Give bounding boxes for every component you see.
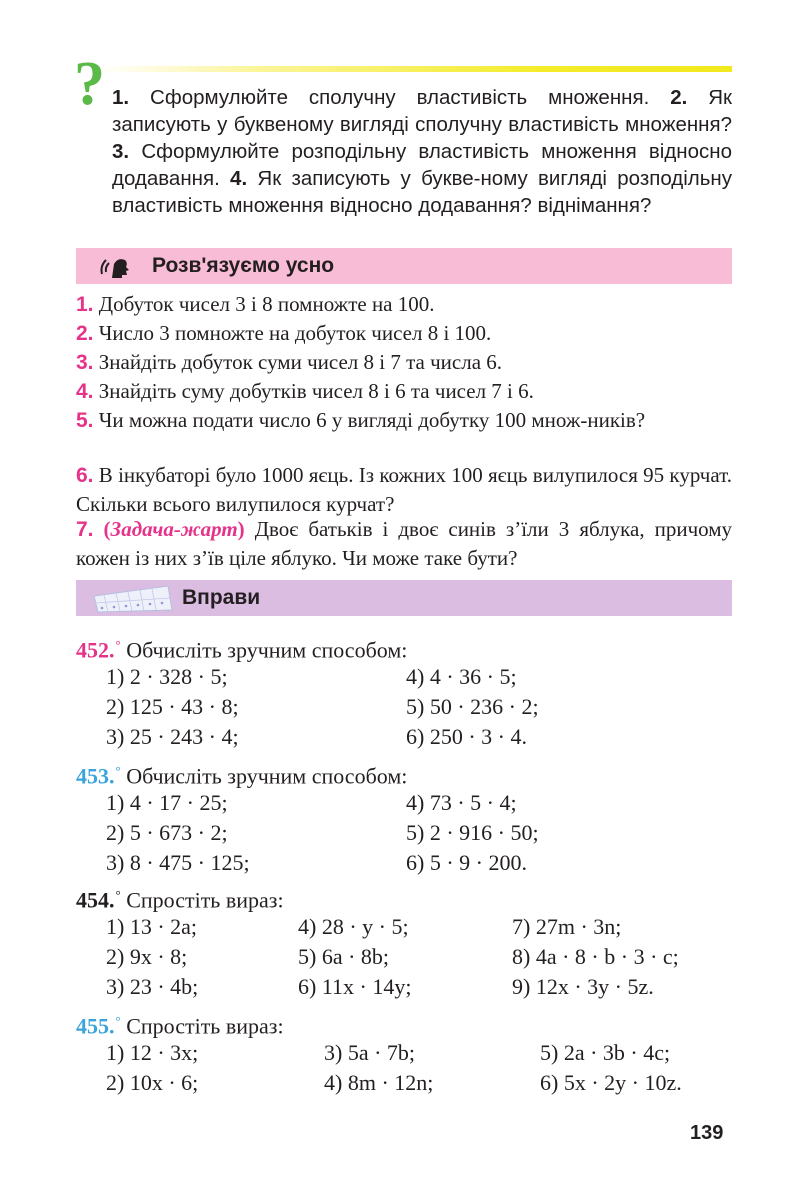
exercise-item: 5) 2a · 3b · 4c; — [540, 1040, 671, 1065]
exercise-item: 6) 5x · 2y · 10z. — [540, 1070, 682, 1095]
oral-section-title: Розв'язуємо усно — [152, 254, 335, 277]
exercise-item: 2) 10x · 6; — [106, 1070, 199, 1095]
exercise-452-heading: 452.° Обчисліть зручним способом: — [76, 637, 408, 663]
exercise-item: 6) 5 · 9 · 200. — [406, 850, 527, 875]
oral-item: 2. Число 3 помножте на добуток чисел 8 і 100. — [76, 321, 492, 345]
exercise-item: 7) 27m · 3n; — [512, 914, 622, 939]
exercises-section-title: Вправи — [182, 586, 261, 609]
exercise-item: 3) 8 · 475 · 125; — [106, 850, 250, 875]
oral-item: 4. Знайдіть суму добутків чисел 8 і 6 та чисел 7 і 6. — [76, 379, 534, 403]
exercise-item: 1) 13 · 2a; — [106, 914, 198, 939]
question-mark-icon — [72, 48, 112, 128]
exercise-item: 6) 11x · 14y; — [298, 974, 412, 999]
exercise-item: 2) 125 · 43 · 8; — [106, 694, 239, 719]
exercise-item: 4) 73 · 5 · 4; — [406, 790, 517, 815]
exercise-item: 5) 2 · 916 · 50; — [406, 820, 539, 845]
exercise-item: 3) 5a · 7b; — [324, 1040, 416, 1065]
exercise-item: 3) 23 · 4b; — [106, 974, 199, 999]
speaking-head-icon — [98, 254, 134, 280]
svg-text:?: ? — [74, 50, 105, 118]
exercise-item: 6) 250 · 3 · 4. — [406, 724, 527, 749]
exercises-section-header — [76, 580, 732, 616]
exercise-454-heading: 454.° Спростіть вираз: — [76, 887, 284, 913]
yellow-divider — [98, 66, 732, 72]
exercise-item: 4) 28 · y · 5; — [298, 914, 409, 939]
exercise-item: 5) 50 · 236 · 2; — [406, 694, 539, 719]
exercise-455-heading: 455.° Спростіть вираз: — [76, 1013, 284, 1039]
exercise-item: 5) 6a · 8b; — [298, 944, 390, 969]
oral-item: 3. Знайдіть добуток суми чисел 8 і 7 та числа 6. — [76, 350, 503, 374]
exercise-item: 1) 4 · 17 · 25; — [106, 790, 228, 815]
notebook-grid-icon — [90, 582, 174, 614]
oral-item: 6. В інкубаторі було 1000 яєць. Із кожних 100 яєць вилупилося 95 курчат. Скільки всього вилупилося курчат? — [76, 463, 732, 516]
page-number: 139 — [690, 1122, 724, 1144]
exercise-item: 3) 25 · 243 · 4; — [106, 724, 239, 749]
exercise-item: 2) 9x · 8; — [106, 944, 188, 969]
oral-item: 5. Чи можна подати число 6 у вигляді добутку 100 множ-ників? — [76, 408, 646, 432]
exercise-item: 1) 2 · 328 · 5; — [106, 664, 228, 689]
exercise-item: 2) 5 · 673 · 2; — [106, 820, 228, 845]
exercise-item: 9) 12x · 3y · 5z. — [512, 974, 654, 999]
exercise-item: 1) 12 · 3x; — [106, 1040, 199, 1065]
review-questions: 1. Сформулюйте сполучну властивість множення. 2. Як записують у буквеному вигляді сполучну властивість множення? 3. Сформулюйте розподільну властивість множення відносно додавання. 4. Як записують у букве-ному вигляді розподільну властивість множення відносно додавання? віднімання? — [112, 86, 733, 217]
oral-section-header — [76, 248, 732, 284]
exercise-item: 4) 8m · 12n; — [324, 1070, 434, 1095]
oral-item: 7. (Задача-жарт) Двоє батьків і двоє синів з’їли 3 яблука, причому кожен із них з’їв ціле яблуко. Чи може таке бути? — [76, 517, 733, 570]
exercise-item: 4) 4 · 36 · 5; — [406, 664, 517, 689]
exercise-item: 8) 4a · 8 · b · 3 · c; — [512, 944, 679, 969]
exercise-453-heading: 453.° Обчисліть зручним способом: — [76, 763, 408, 789]
oral-item: 1. Добуток чисел 3 і 8 помножте на 100. — [76, 292, 435, 316]
